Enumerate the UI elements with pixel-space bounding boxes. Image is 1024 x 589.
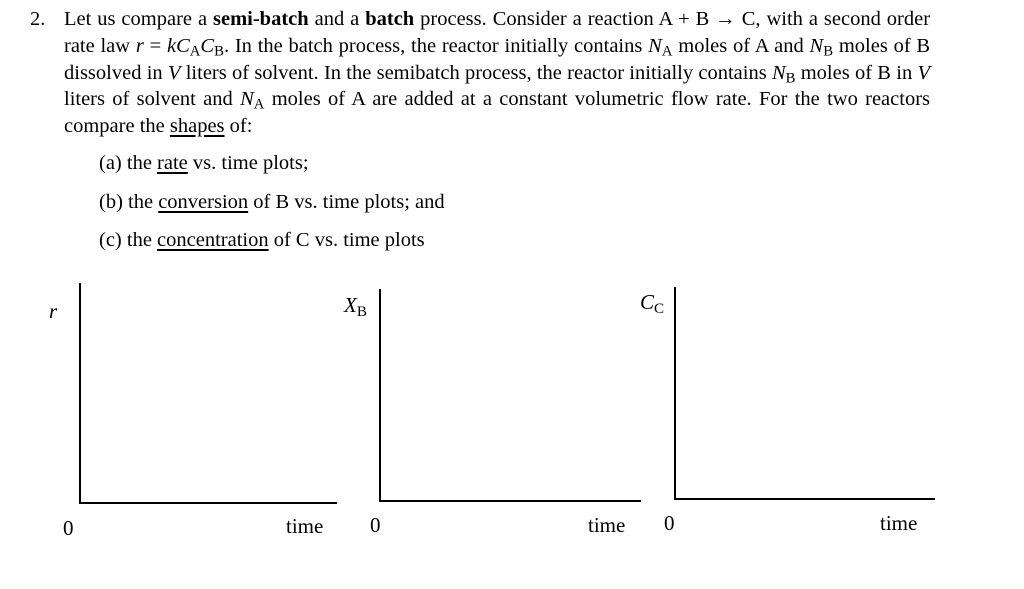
term-batch: batch [365, 8, 415, 30]
question-number: 2. [30, 8, 46, 30]
sub-question-a: (a) the rate vs. time plots; [99, 152, 309, 174]
rate-law: $r = kC_AC_B$ [135, 34, 224, 60]
shapes-word: shapes [169, 115, 225, 138]
term-semi-batch: semi-batch [213, 8, 309, 30]
rate-plot-origin: 0 [63, 516, 74, 540]
concentration-plot-y-label: $C_C$ [640, 290, 665, 317]
concentration-plot-origin: 0 [664, 511, 675, 535]
rate-plot-x-axis [79, 502, 337, 504]
sub-question-c: (c) the concentration of C vs. time plots [99, 229, 425, 251]
rate-plot-y-label: r [49, 299, 58, 323]
question-text: Let us compare a semi-batch and a batch process. Consider a reaction A + B → C, with a second order rate law $r = kC_AC_B$. In the batch process, the reactor initially contains $N_A$ moles of A and $N_B$ moles of B dissolved in V liters of solvent. In the semibatch process, the reactor initially contains $N_B$ moles of B in V liters of solvent and $N_A$ moles of A are added at a constant volumetric flow rate. For the two reactors compare the shapes of: [64, 8, 931, 138]
conversion-plot-x-label: time [588, 513, 626, 537]
sub-question-b: (b) the conversion of B vs. time plots; and [99, 190, 445, 213]
rate-plot-y-axis [79, 283, 81, 503]
concentration-plot-y-axis [674, 287, 676, 499]
conversion-plot-x-axis [379, 500, 641, 502]
conversion-plot-y-label: $X_B$ [344, 293, 367, 320]
concentration-plot-x-label: time [880, 511, 918, 535]
conversion-plot-y-axis [379, 289, 381, 501]
concentration-plot-x-axis [674, 498, 935, 500]
rate-plot-x-label: time [286, 514, 324, 538]
conversion-plot-origin: 0 [370, 513, 381, 537]
sub-question-list [99, 150, 445, 266]
